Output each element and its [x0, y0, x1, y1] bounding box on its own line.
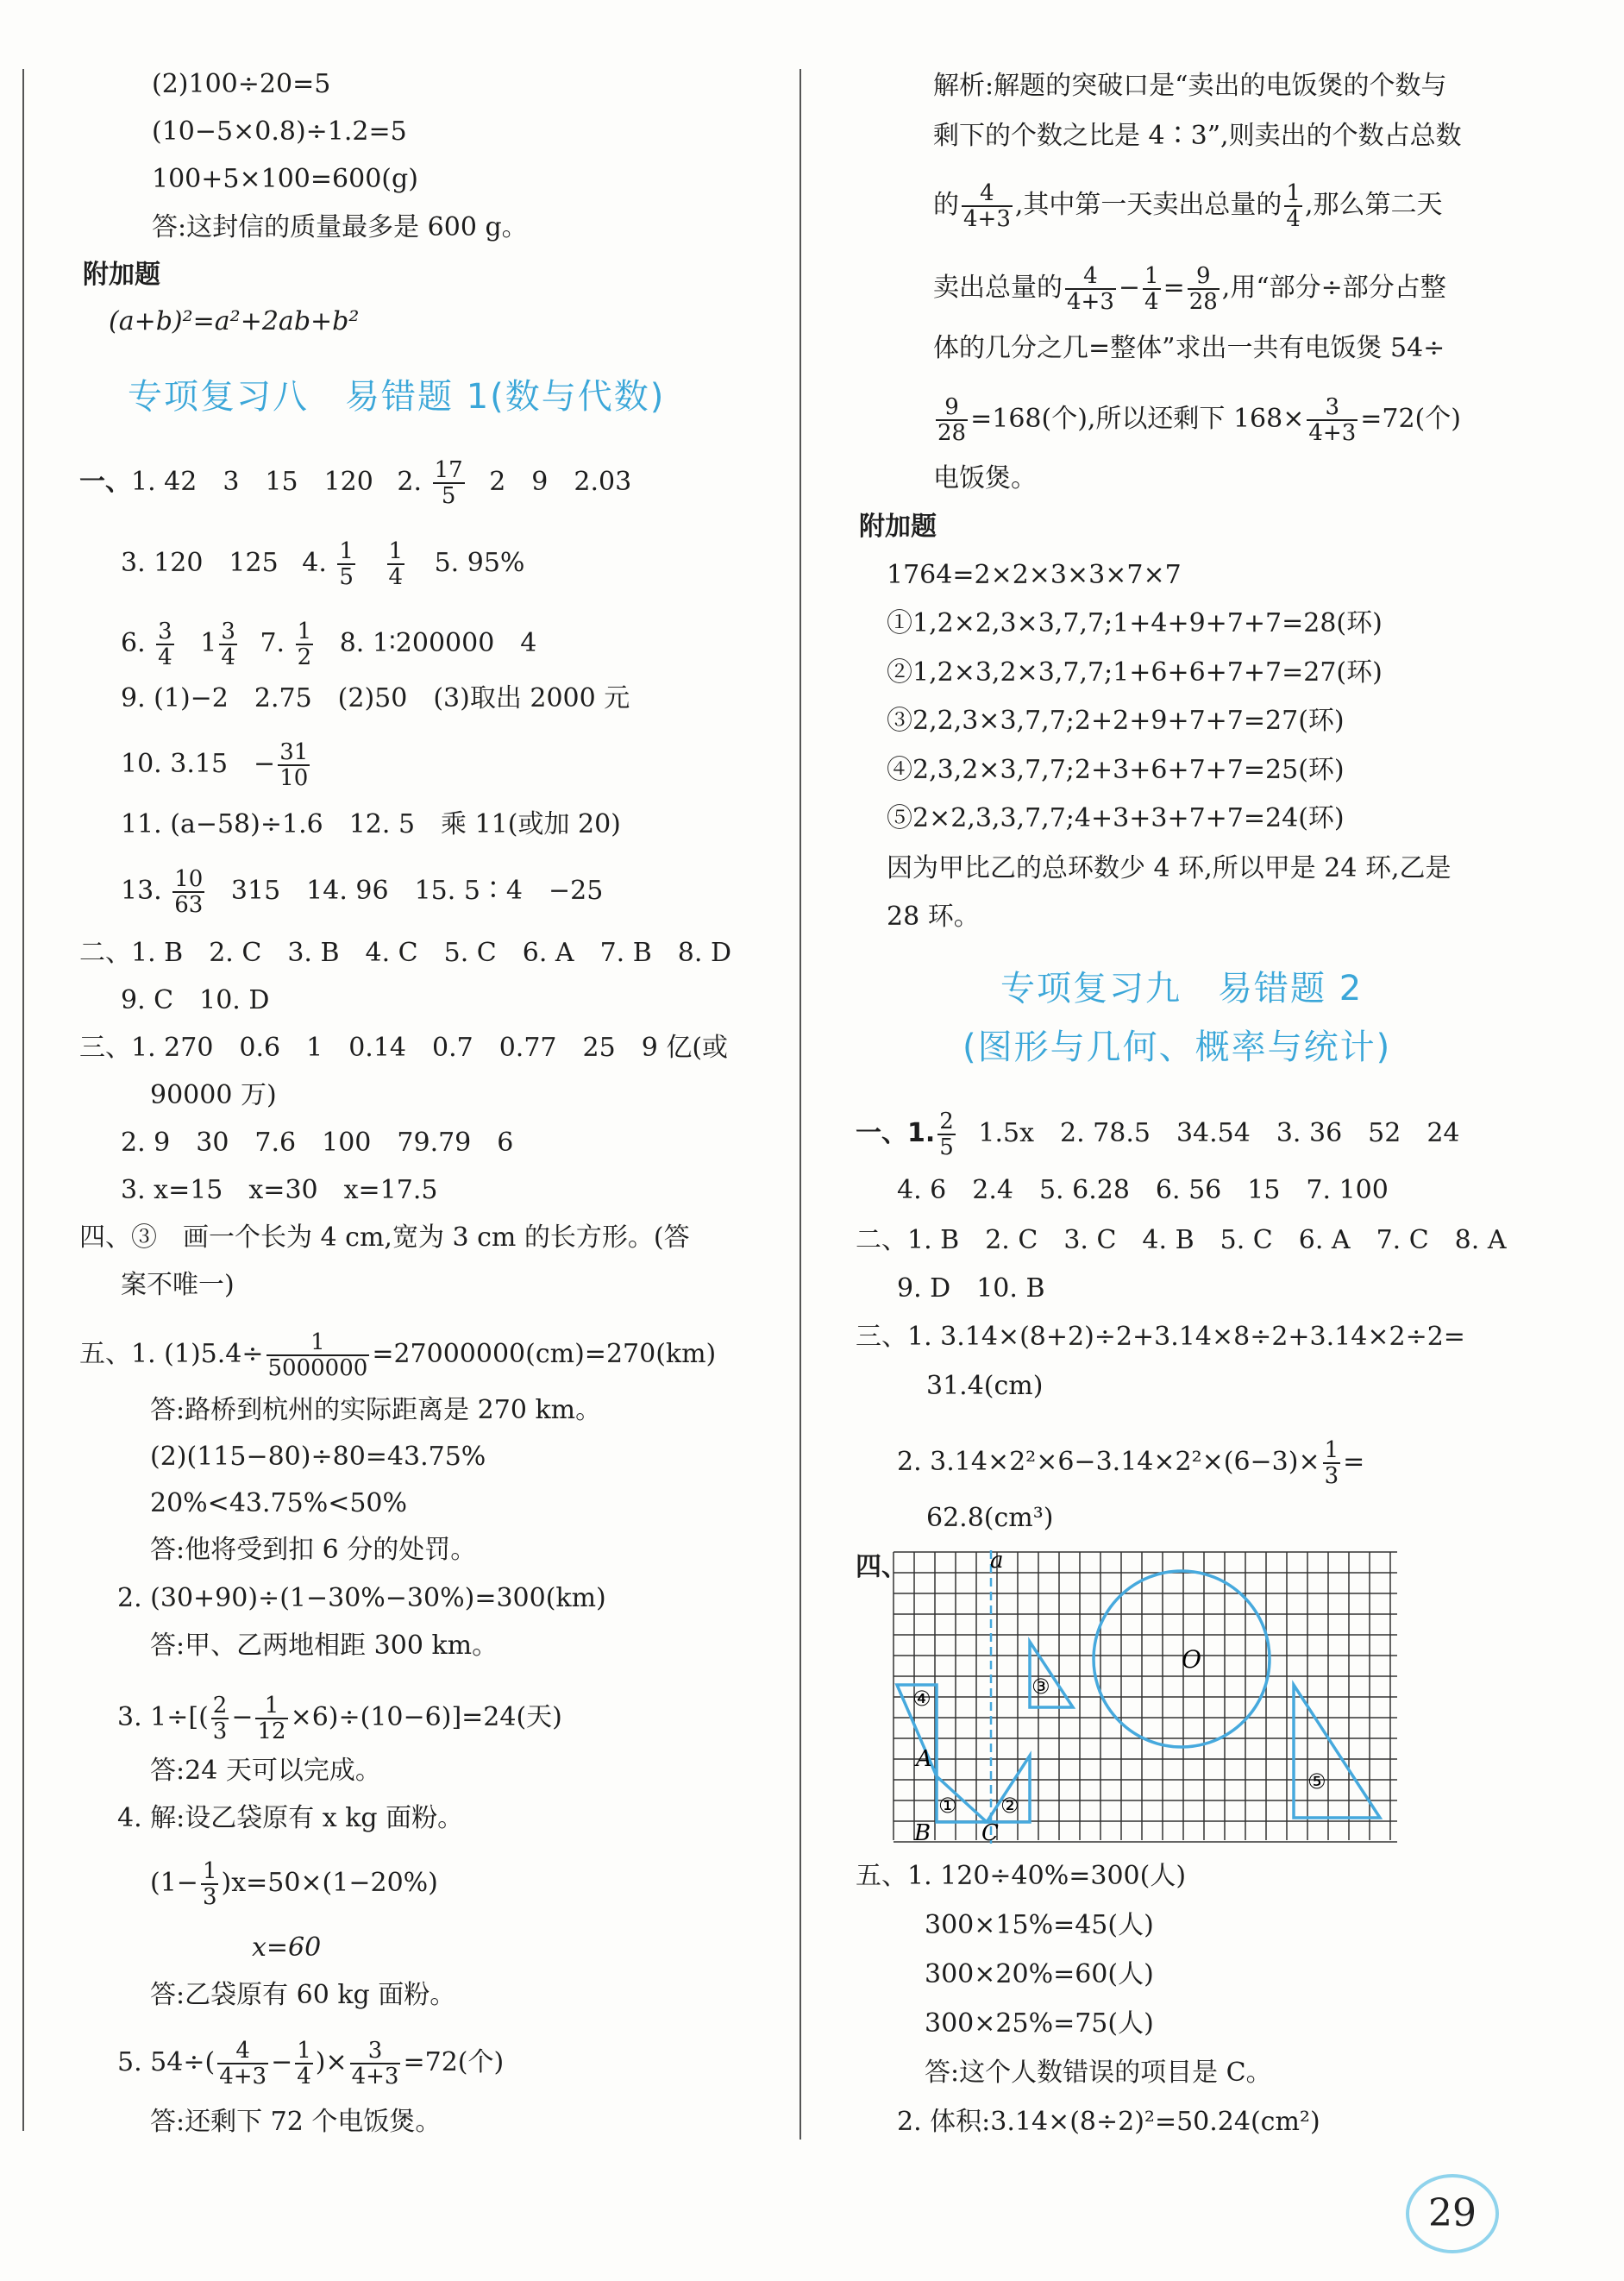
item-text: 4. — [302, 548, 327, 578]
bonus-heading: 附加题 — [859, 512, 937, 542]
answer-line: 答:他将受到扣 6 分的处罚。 — [150, 1535, 477, 1565]
answer-line: 90000 万) — [150, 1080, 277, 1110]
answer-line: 28 环。 — [887, 902, 980, 932]
item-text: =72(个) — [403, 2047, 505, 2077]
fraction: $\frac{10}{63}$ — [174, 866, 204, 918]
answer-line: 31.4(cm) — [926, 1371, 1044, 1401]
formula-line: (a+b)²=a²+2ab+b² — [109, 306, 360, 336]
answer-line: 五、1. 120÷40%=300(人) — [856, 1861, 1187, 1891]
answer-line: 2. 体积:3.14×(8÷2)²=50.24(cm²) — [897, 2107, 1320, 2137]
answer-line: 答:这封信的质量最多是 600 g。 — [152, 212, 528, 242]
answer-line — [121, 539, 524, 589]
analysis-line — [933, 264, 1446, 314]
answer-line: 100+5×100=600(g) — [152, 164, 418, 194]
item-text: 2 9 2.03 — [489, 467, 632, 497]
triangle-5 — [1294, 1685, 1380, 1818]
item-text: 5. 95% — [434, 548, 525, 578]
answer-line: 11. (a−58)÷1.6 12. 5 乘 11(或加 20) — [121, 809, 621, 839]
answer-line — [121, 619, 536, 669]
answer-line — [856, 1109, 1460, 1159]
analysis-line — [933, 395, 1461, 445]
grid-lines — [894, 1552, 1397, 1842]
section-subtitle-9: (图形与几何、概率与统计) — [962, 1027, 1392, 1067]
item-text: 1. 42 3 15 120 — [131, 467, 373, 497]
answer-line: (2)(115−80)÷80=43.75% — [150, 1442, 486, 1472]
item-text: 5. 54÷( — [117, 2047, 216, 2077]
answer-line: 四、③ 画一个长为 4 cm,宽为 3 cm 的长方形。(答 — [79, 1222, 690, 1253]
answer-line — [117, 1693, 562, 1744]
answer-line — [897, 1438, 1364, 1488]
answer-line — [79, 1330, 716, 1380]
bonus-heading: 附加题 — [83, 260, 160, 290]
label-C: C — [981, 1820, 999, 1844]
answer-line: 9. C 10. D — [121, 985, 270, 1015]
answer-line: 3. x=15 x=30 x=17.5 — [121, 1175, 438, 1205]
item-text: = — [1163, 273, 1185, 303]
answer-line: 2. (30+90)÷(1−30%−30%)=300(km) — [117, 1583, 606, 1613]
item-text: )× — [315, 2047, 348, 2077]
answer-line: (10−5×0.8)÷1.2=5 — [152, 116, 407, 147]
fraction: $\frac{9}{28}$ — [1188, 263, 1218, 315]
item-text: 6. — [121, 628, 146, 658]
answer-line: 答:还剩下 72 个电饭煲。 — [150, 2107, 442, 2137]
answer-line: 9. D 10. B — [897, 1273, 1045, 1304]
fraction: $\frac{2}{5}$ — [939, 1109, 954, 1160]
answer-line: 答:这个人数错误的项目是 C。 — [925, 2058, 1272, 2088]
item-text: =168(个),所以还剩下 168× — [970, 404, 1305, 434]
fraction: $\frac{3}{4}$ — [158, 619, 172, 670]
center-column-rule — [799, 69, 801, 2140]
fraction: $\frac{1}{3}$ — [202, 1858, 217, 1910]
answer-line: 答:24 天可以完成。 — [150, 1756, 381, 1786]
label-B: B — [914, 1820, 931, 1844]
answer-line: 案不唯一) — [121, 1270, 235, 1300]
analysis-line: 电饭煲。 — [933, 463, 1037, 493]
fraction: $\frac{3}{4+3}$ — [1308, 394, 1357, 446]
label-A: A — [916, 1746, 932, 1772]
analysis-line: 剩下的个数之比是 4∶3”,则卖出的个数占总数 — [933, 121, 1462, 151]
item-text: 2. 3.14×2²×6−3.14×2²×(6−3)× — [897, 1447, 1320, 1477]
item-text: (1− — [150, 1868, 198, 1898]
fraction: $\frac{3}{4}$ — [221, 619, 235, 670]
answer-line: ③2,2,3×3,7,7;2+2+9+7+7=27(环) — [887, 706, 1345, 736]
fraction: $\frac{1}{4}$ — [388, 538, 404, 590]
section-title-8: 专项复习八 易错题 1(数与代数) — [128, 377, 666, 417]
answer-line: 300×25%=75(人) — [925, 2008, 1154, 2039]
item-text: =27000000(cm)=270(km) — [372, 1339, 717, 1369]
answer-line: ①1,2×2,3×3,7,7;1+4+9+7+7=28(环) — [887, 608, 1383, 638]
answer-line: 4. 6 2.4 5. 6.28 6. 56 15 7. 100 — [897, 1175, 1389, 1205]
fraction: $\frac{4}{4+3}$ — [963, 180, 1011, 232]
fraction: $\frac{1}{4}$ — [1144, 263, 1159, 315]
fraction: $\frac{1}{3}$ — [1324, 1437, 1339, 1489]
answer-line: 300×20%=60(人) — [925, 1959, 1154, 1989]
answer-line: x=60 — [252, 1932, 322, 1963]
answer-line: 三、1. 270 0.6 1 0.14 0.7 0.77 25 9 亿(或 — [79, 1033, 729, 1063]
label-2: ② — [1000, 1794, 1019, 1818]
item-text: 2. — [397, 467, 423, 497]
answer-line: ②1,2×3,2×3,7,7;1+6+6+7+7=27(环) — [887, 657, 1383, 688]
fraction: $\frac{3}{4+3}$ — [351, 2038, 399, 2089]
fraction: $\frac{1}{4}$ — [297, 2038, 311, 2089]
section-label: 四、 — [856, 1552, 907, 1582]
fraction: $\frac{4}{4+3}$ — [219, 2038, 267, 2089]
section-label: 一、 — [79, 467, 131, 497]
fraction: $\frac{9}{28}$ — [937, 394, 967, 446]
answer-line: (2)100÷20=5 — [152, 69, 331, 99]
answer-line: 4. 解:设乙袋原有 x kg 面粉。 — [117, 1803, 464, 1833]
item-text: 卖出总量的 — [933, 273, 1063, 303]
item-text: ,用“部分÷部分占整 — [1221, 273, 1446, 303]
item-text: − — [271, 2047, 293, 2077]
label-5: ⑤ — [1307, 1769, 1326, 1794]
item-text: 13. — [121, 876, 162, 906]
fraction: $\frac{1}{2}$ — [297, 619, 312, 670]
answer-line — [121, 867, 603, 917]
fraction: $\frac{1}{5000000}$ — [267, 1329, 368, 1381]
item-text: − — [231, 1702, 254, 1732]
analysis-line: 解析:解题的突破口是“卖出的电饭煲的个数与 — [933, 71, 1447, 101]
item-text: 3. 120 125 — [121, 548, 279, 578]
answer-line: 二、1. B 2. C 3. C 4. B 5. C 6. A 7. C 8. A — [856, 1225, 1507, 1255]
fraction: $\frac{1}{4}$ — [1286, 180, 1301, 232]
section-title-9: 专项复习九 易错题 2 — [1000, 969, 1364, 1009]
fraction: $\frac{31}{10}$ — [279, 739, 309, 791]
answer-line: 62.8(cm³) — [926, 1503, 1054, 1533]
fraction: $\frac{1}{12}$ — [257, 1693, 286, 1744]
item-text: 1.5x 2. 78.5 34.54 3. 36 52 24 — [978, 1118, 1460, 1148]
item-text: − — [1118, 273, 1141, 303]
item-text: 五、1. (1)5.4÷ — [79, 1339, 264, 1369]
answer-line: ⑤2×2,3,3,7,7;4+3+3+7+7=24(环) — [887, 803, 1345, 833]
answer-line: 300×15%=45(人) — [925, 1910, 1154, 1940]
item-text: =72(个) — [1360, 404, 1461, 434]
left-margin-rule — [22, 69, 24, 2131]
answer-line — [121, 740, 312, 790]
answer-line — [117, 2039, 504, 2089]
label-3: ③ — [1031, 1675, 1050, 1699]
item-text: 的 — [933, 190, 959, 220]
item-text: ×6)÷(10−6)]=24(天) — [290, 1702, 562, 1732]
answer-line — [79, 458, 631, 508]
answer-line — [150, 1859, 438, 1909]
item-text: = — [1343, 1447, 1365, 1477]
answer-line: 9. (1)−2 2.75 (2)50 (3)取出 2000 元 — [121, 683, 630, 713]
answer-line: 答:路桥到杭州的实际距离是 270 km。 — [150, 1395, 602, 1425]
fraction: $\frac{4}{4+3}$ — [1067, 263, 1114, 315]
item-text: 3. 1÷[( — [117, 1702, 209, 1732]
fraction: $\frac{17}{5}$ — [434, 457, 463, 509]
item-text: 315 14. 96 15. 5∶4 −25 — [230, 876, 604, 906]
answer-line: 2. 9 30 7.6 100 79.79 6 — [121, 1128, 514, 1158]
label-1: ① — [938, 1794, 957, 1818]
item-text: 一、1. — [856, 1118, 936, 1148]
analysis-line: 体的几分之几=整体”求出一共有电饭煲 54÷ — [933, 333, 1445, 363]
answer-line: 答:乙袋原有 60 kg 面粉。 — [150, 1980, 456, 2010]
geometry-grid-figure — [892, 1550, 1409, 1844]
label-o: O — [1182, 1645, 1201, 1674]
label-4: ④ — [912, 1687, 931, 1711]
item-text: 1 — [200, 628, 217, 658]
answer-line: 1764=2×2×3×3×7×7 — [887, 560, 1182, 590]
answer-line: 二、1. B 2. C 3. B 4. C 5. C 6. A 7. B 8. D — [79, 938, 731, 968]
item-text: 7. — [260, 628, 285, 658]
analysis-line — [933, 181, 1443, 231]
item-text: )x=50×(1−20%) — [221, 1868, 438, 1898]
item-text: 8. 1∶200000 4 — [339, 628, 537, 658]
page-number-badge: 29 — [1406, 2174, 1499, 2253]
item-text: 10. 3.15 − — [121, 749, 276, 779]
answer-line: 三、1. 3.14×(8+2)÷2+3.14×8÷2+3.14×2÷2= — [856, 1322, 1465, 1352]
answer-line: 20%<43.75%<50% — [150, 1488, 408, 1518]
item-text: ,其中第一天卖出总量的 — [1014, 190, 1282, 220]
answer-line: 答:甲、乙两地相距 300 km。 — [150, 1631, 498, 1661]
label-a: a — [990, 1550, 1004, 1574]
fraction: $\frac{2}{3}$ — [212, 1693, 228, 1744]
fraction: $\frac{1}{5}$ — [339, 538, 354, 590]
item-text: ,那么第二天 — [1304, 190, 1443, 220]
answer-line: ④2,3,2×3,7,7;2+3+6+7+7=25(环) — [887, 755, 1345, 785]
answer-line: 因为甲比乙的总环数少 4 环,所以甲是 24 环,乙是 — [887, 853, 1452, 883]
